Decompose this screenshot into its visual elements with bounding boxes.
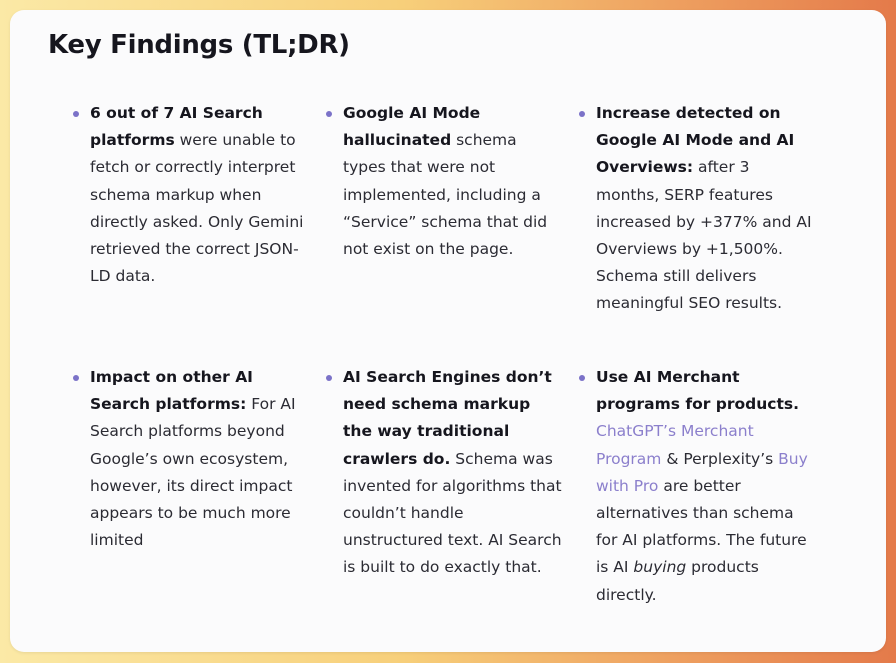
finding-emphasis: buying [633, 558, 687, 577]
finding-text: Schema was invented for algorithms that couldn’t handle unstructured text. AI Search is built to do exactly that. [343, 449, 562, 577]
finding-bold: Impact on other AI Search platforms: [90, 368, 253, 414]
finding-item [343, 100, 563, 263]
page-title: Key Findings (TL;DR) [48, 30, 350, 60]
finding-text: & Perplexity’s [661, 449, 779, 468]
finding-bold: Use AI Merchant programs for products. [596, 368, 800, 414]
key-findings-card [10, 10, 886, 652]
finding-text: are better alternatives than schema for AI platforms. The future is AI [596, 476, 807, 577]
finding-text: products directly. [596, 558, 759, 604]
finding-item [343, 364, 563, 582]
finding-text: For AI Search platforms beyond Google’s own ecosystem, however, its direct impact appears to be much more limited [90, 395, 296, 550]
finding-item [90, 100, 310, 290]
finding-bold: AI Search Engines don’t need schema markup the way traditional crawlers do. [343, 368, 552, 468]
finding-text: schema types that were not implemented, including a “Service” schema that did not exist on the page. [343, 131, 548, 259]
finding-bold: Increase detected on Google AI Mode and AI Overviews: [596, 104, 795, 177]
finding-text: were unable to fetch or correctly interpret schema markup when directly asked. Only Gemini retrieved the correct JSON-LD data. [90, 131, 304, 286]
buy-with-pro-link[interactable]: Buy with Pro [596, 449, 808, 495]
finding-item [596, 100, 816, 318]
finding-item [596, 364, 816, 609]
finding-text: after 3 months, SERP features increased by +377% and AI Overviews by +1,500%. Schema still delivers meaningful SEO results. [596, 158, 812, 313]
chatgpt-merchant-program-link[interactable]: ChatGPT’s Merchant Program [596, 422, 754, 468]
finding-bold: 6 out of 7 AI Search platforms [90, 104, 263, 150]
finding-item [90, 364, 310, 554]
finding-bold: Google AI Mode hallucinated [343, 104, 481, 150]
